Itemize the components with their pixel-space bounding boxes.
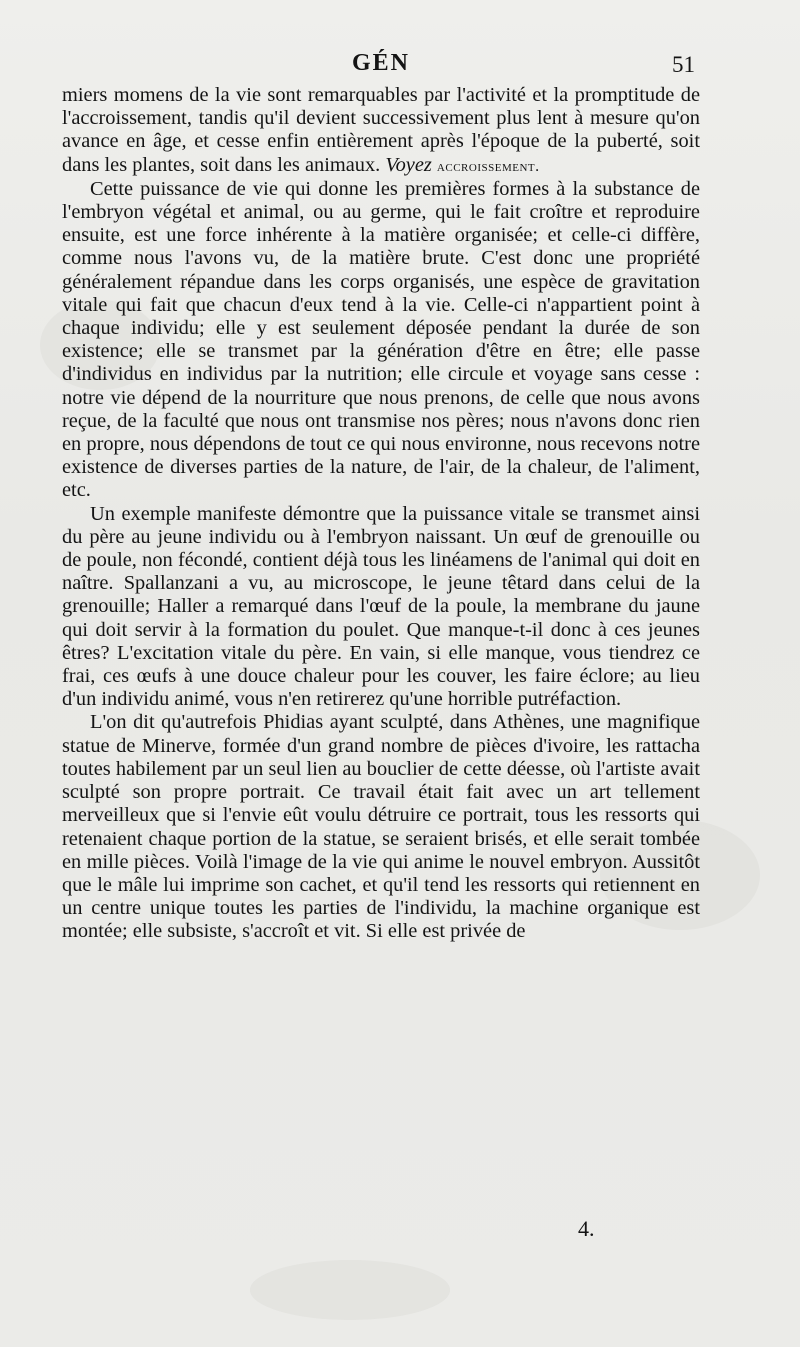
cross-reference-link: accroissement. xyxy=(436,157,540,175)
body-text xyxy=(62,84,700,944)
paragraph-1-text: miers momens de la vie sont remarquables par l'activité et la promptitude de l'accroissement, tandis qu'il devient successivement plus lent à mesure qu'on avance en âge, et cesse enfin entièrement après l'époque de la puberté, soit dans les plantes, soit dans les animaux. xyxy=(62,84,700,176)
voyez-reference: Voyez xyxy=(385,153,432,176)
paper-stain xyxy=(250,1260,450,1320)
page-number: 51 xyxy=(672,52,695,77)
running-head-title: GÉN xyxy=(352,50,411,76)
signature-mark: 4. xyxy=(578,1216,595,1241)
paragraph-4: L'on dit qu'autrefois Phidias ayant sculpté, dans Athènes, une magnifique statue de Minerve, formée d'un grand nombre de pièces d'ivoire, les rattacha toutes habilement par un seul lien au bouclier de cette déesse, où l'artiste avait sculpté son propre portrait. Ce travail était fait avec un art tellement merveilleux que si l'envie eût voulu détruire ce portrait, tous les ressorts qui retenaient chaque portion de la statue, se seraient brisés, et elle serait tombée en mille pièces. Voilà l'image de la vie qui anime le nouvel embryon. Aussitôt que le mâle lui imprime son cachet, et qu'il tend les ressorts qui retiennent en un centre unique toutes les parties de l'individu, la machine organique est montée; elle subsiste, s'accroît et vit. Si elle est privée de xyxy=(62,711,700,943)
paragraph-2: Cette puissance de vie qui donne les premières formes à la substance de l'embryon végétal et animal, ou au germe, qui le fait croître et reproduire ensuite, est une force inhérente à la matière organisée; et celle-ci diffère, comme nous l'avons vu, de la matière brute. C'est donc une propriété généralement répandue dans les corps organisés, une espèce de gravitation vitale qui fait que chacun d'eux tend à la vie. Celle-ci n'appartient point à chaque individu; elle y est seulement déposée pendant la durée de son existence; elle se transmet par la génération d'être en être; elle passe d'individus en individus par la nutrition; elle circule et voyage sans cesse : notre vie dépend de la nourriture que nous prenons, de celle que nous avons reçue, de la faculté que nous ont transmise nos pères; nous n'avons donc rien en propre, nous dépendons de tout ce qui nous environne, nous recevons notre existence de diverses parties de la nature, de l'air, de la chaleur, de l'aliment, etc. xyxy=(62,177,700,502)
running-head xyxy=(0,50,800,84)
paragraph-1 xyxy=(62,84,700,178)
paragraph-3: Un exemple manifeste démontre que la puissance vitale se transmet ainsi du père au jeune individu ou à l'embryon naissant. Un œuf de grenouille ou de poule, non fécondé, contient déjà tous les linéamens de l'animal qui doit en naître. Spallanzani a vu, au microscope, le jeune têtard dans celui de la grenouille; Haller a remarqué dans l'œuf de la poule, la membrane du jaune qui doit servir à la formation du poulet. Que manque-t-il donc à ces jeunes êtres? L'excitation vitale du père. En vain, si elle manque, vous tiendrez ce frai, ces œufs à une douce chaleur pour les couver, les faire éclore; au lieu d'un individu animé, vous n'en retirerez qu'une horrible putréfaction. xyxy=(62,502,700,711)
